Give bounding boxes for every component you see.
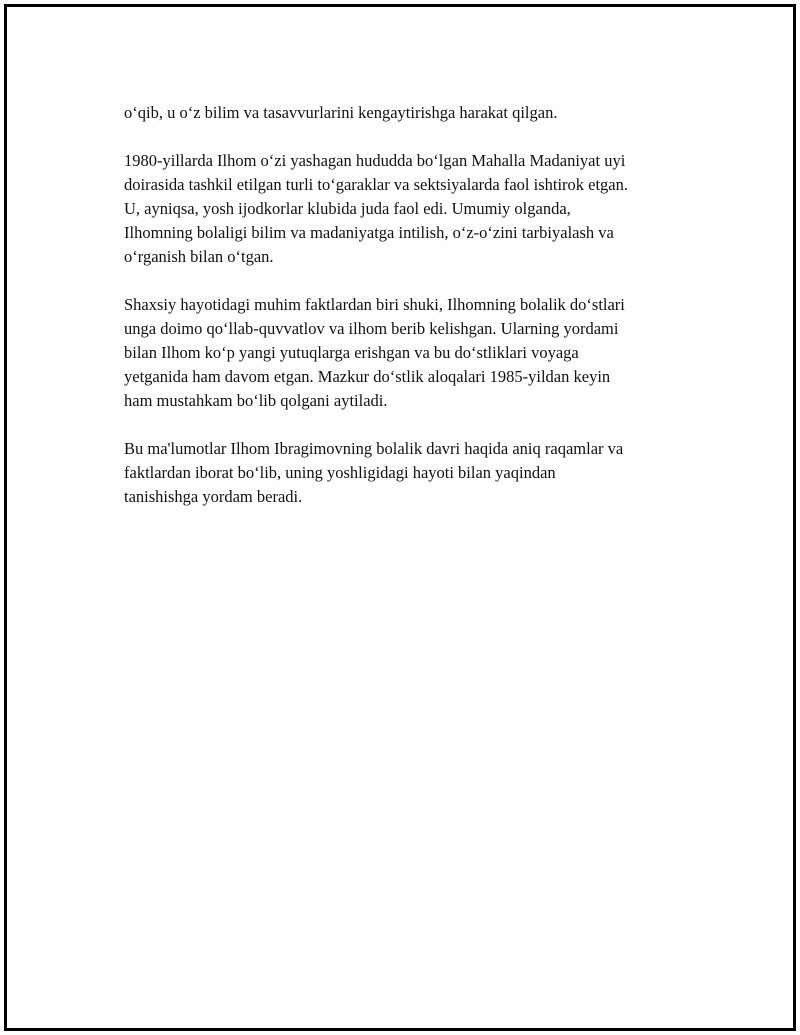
page-frame <box>4 4 796 1031</box>
document-body <box>124 101 704 533</box>
paragraph-3: Shaxsiy hayotidagi muhim faktlardan biri shuki, Ilhomning bolalik do‘stlari unga doimo qo‘llab-quvvatlov va ilhom berib kelishgan. Ularning yordami bilan Ilhom ko‘p yangi yutuqlarga erishgan va bu do‘stliklari voyaga yetganida ham davom etgan. Mazkur do‘stlik aloqalari 1985-yildan keyin ham mustahkam bo‘lib qolgani aytiladi. <box>124 295 625 410</box>
paragraph-4: Bu ma'lumotlar Ilhom Ibragimovning bolalik davri haqida aniq raqamlar va faktlardan iborat bo‘lib, uning yoshligidagi hayoti bilan yaqindan tanishishga yordam beradi. <box>124 439 624 506</box>
paragraph-2: 1980-yillarda Ilhom o‘zi yashagan hududda bo‘lgan Mahalla Madaniyat uyi doirasida tashkil etilgan turli to‘garaklar va sektsiyalarda faol ishtirok etgan. U, ayniqsa, yosh ijodkorlar klubida juda faol edi. Umumiy olganda, Ilhomning bolaligi bilim va madaniyatga intilish, o‘z-o‘zini tarbiyalash va o‘rganish bilan o‘tgan. <box>124 151 629 266</box>
paragraph-1: o‘qib, u o‘z bilim va tasavvurlarini kengaytirishga harakat qilgan. <box>124 103 558 122</box>
